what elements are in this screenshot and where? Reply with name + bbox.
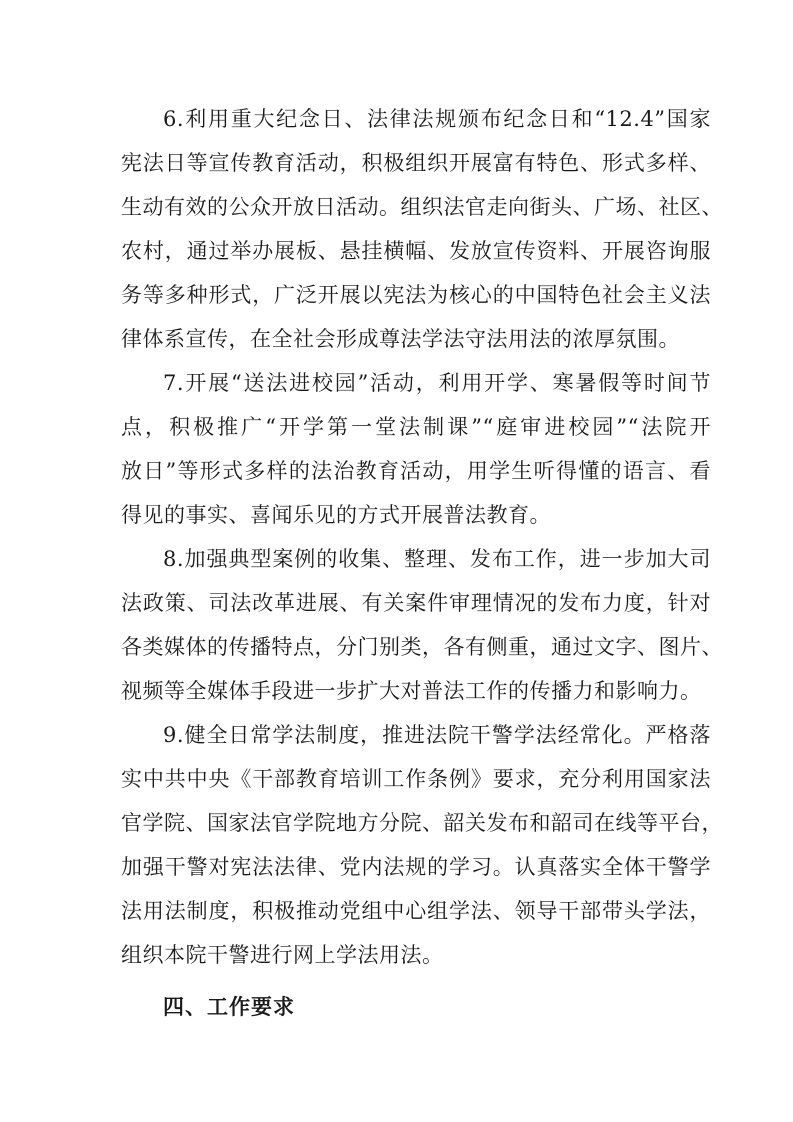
paragraph-7-line-1: 7.开展“送法进校园”活动，利用开学、寒暑假等时间节: [163, 371, 711, 395]
paragraph-6-line-1: 6.利用重大纪念日、法律法规颁布纪念日和“12.4”国家: [163, 107, 711, 131]
paragraph-9-line-6: 组织本院干警进行网上学法用法。: [121, 943, 444, 967]
paragraph-8-line-4: 视频等全媒体手段进一步扩大对普法工作的传播力和影响力。: [121, 679, 702, 703]
paragraph-9-line-2: 实中共中央《干部教育培训工作条例》要求，充分利用国家法: [121, 767, 711, 791]
paragraph-6-line-4: 农村，通过举办展板、悬挂横幅、发放宣传资料、开展咨询服: [121, 239, 711, 263]
paragraph-8-line-1: 8.加强典型案例的收集、整理、发布工作，进一步加大司: [163, 547, 711, 571]
paragraph-7-line-4: 得见的事实、喜闻乐见的方式开展普法教育。: [121, 503, 551, 527]
paragraph-8-line-2: 法政策、司法改革进展、有关案件审理情况的发布力度，针对: [121, 591, 711, 615]
paragraph-6-line-6: 律体系宣传，在全社会形成尊法学法守法用法的浓厚氛围。: [121, 327, 680, 351]
paragraph-7-line-2: 点，积极推广“开学第一堂法制课”“庭审进校园”“法院开: [121, 415, 711, 439]
paragraph-9-line-4: 加强干警对宪法法律、党内法规的学习。认真落实全体干警学: [121, 855, 711, 879]
paragraph-7-line-3: 放日”等形式多样的法治教育活动，用学生听得懂的语言、看: [121, 459, 711, 483]
section-heading: 四、工作要求: [163, 995, 295, 1019]
paragraph-6-line-5: 务等多种形式，广泛开展以宪法为核心的中国特色社会主义法: [121, 283, 711, 307]
paragraph-6-line-3: 生动有效的公众开放日活动。组织法官走向街头、广场、社区、: [121, 195, 723, 219]
paragraph-9-line-3: 官学院、国家法官学院地方分院、韶关发布和韶司在线等平台，: [121, 811, 723, 835]
paragraph-8-line-3: 各类媒体的传播特点，分门别类，各有侧重，通过文字、图片、: [121, 635, 723, 659]
paragraph-6-line-2: 宪法日等宣传教育活动，积极组织开展富有特色、形式多样、: [121, 151, 711, 175]
paragraph-9-line-1: 9.健全日常学法制度，推进法院干警学法经常化。严格落: [163, 723, 711, 747]
paragraph-9-line-5: 法用法制度，积极推动党组中心组学法、领导干部带头学法，: [121, 899, 711, 923]
